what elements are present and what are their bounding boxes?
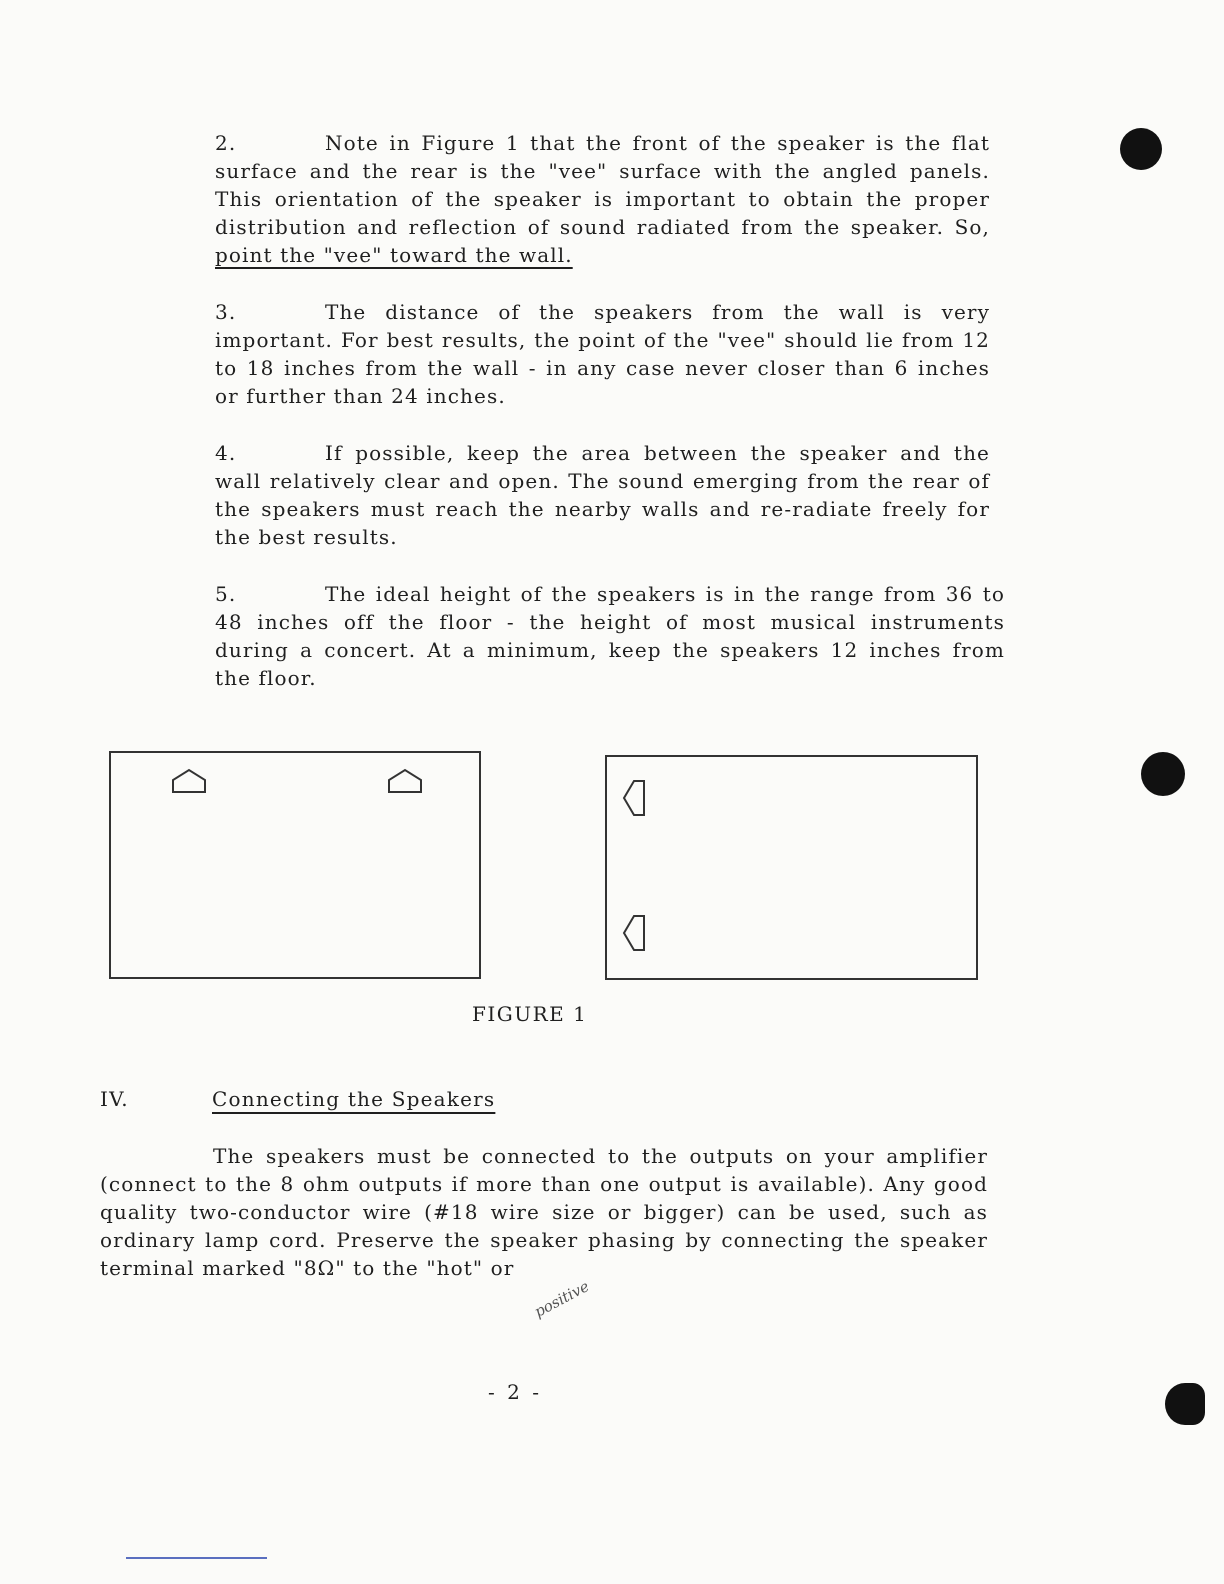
paragraph-text: The distance of the speakers from the wall is very important. For best results, the point of the "vee" should lie from 12 to 18 inches from the wall - in any case never closer than 6 inches or further than 24 inches. xyxy=(215,300,990,408)
paragraph-number: 4. xyxy=(215,441,237,465)
section-number: IV. xyxy=(100,1087,129,1111)
speaker-icon xyxy=(622,779,646,817)
speaker-icon xyxy=(387,768,423,794)
punch-hole-bottom xyxy=(1165,1383,1205,1425)
punch-hole-top xyxy=(1120,128,1162,170)
paragraph-text: If possible, keep the area between the speaker and the wall relatively clear and open. The sound emerging from the rear of the speakers must reach the nearby walls and re-radiate freely for the best results. xyxy=(215,441,990,549)
paragraph-number: 3. xyxy=(215,300,237,324)
section-body xyxy=(100,1142,988,1282)
room-diagram-left xyxy=(109,751,481,979)
handwritten-note: positive xyxy=(531,1277,593,1321)
punch-hole-middle xyxy=(1141,752,1185,796)
paragraph-number: 5. xyxy=(215,582,237,606)
room-diagram-right xyxy=(605,755,978,980)
page-number: - 2 - xyxy=(488,1380,542,1404)
paragraph-text: The ideal height of the speakers is in the range from 36 to 48 inches off the floor - the height of most musical instruments during a concert. At a minimum, keep the speakers 12 inches from the floor. xyxy=(215,582,1005,690)
paragraph-number: 2. xyxy=(215,131,237,155)
speaker-icon xyxy=(171,768,207,794)
section-body-text: The speakers must be connected to the outputs on your amplifier (connect to the 8 ohm outputs if more than one output is available). Any good quality two-conductor wire (#18 wire size or bigger) can be used, such as ordinary lamp cord. Preserve the speaker phasing by connecting the speaker terminal marked "8Ω" to the "hot" or xyxy=(100,1144,988,1280)
paragraph-5 xyxy=(215,580,1005,692)
footer-rule xyxy=(126,1557,267,1559)
paragraph-3 xyxy=(215,298,990,410)
paragraph-4 xyxy=(215,439,990,551)
emphasis-underlined: point the "vee" toward the wall. xyxy=(215,243,573,267)
paragraph-text: Note in Figure 1 that the front of the speaker is the flat surface and the rear is the "vee" surface with the angled panels. This orientation of the speaker is important to obtain the proper distribution and reflection of sound radiated from the speaker. So, xyxy=(215,131,990,239)
speaker-icon xyxy=(622,914,646,952)
section-title: Connecting the Speakers xyxy=(212,1087,496,1111)
figure-caption: FIGURE 1 xyxy=(472,1002,588,1026)
paragraph-2 xyxy=(215,129,990,269)
